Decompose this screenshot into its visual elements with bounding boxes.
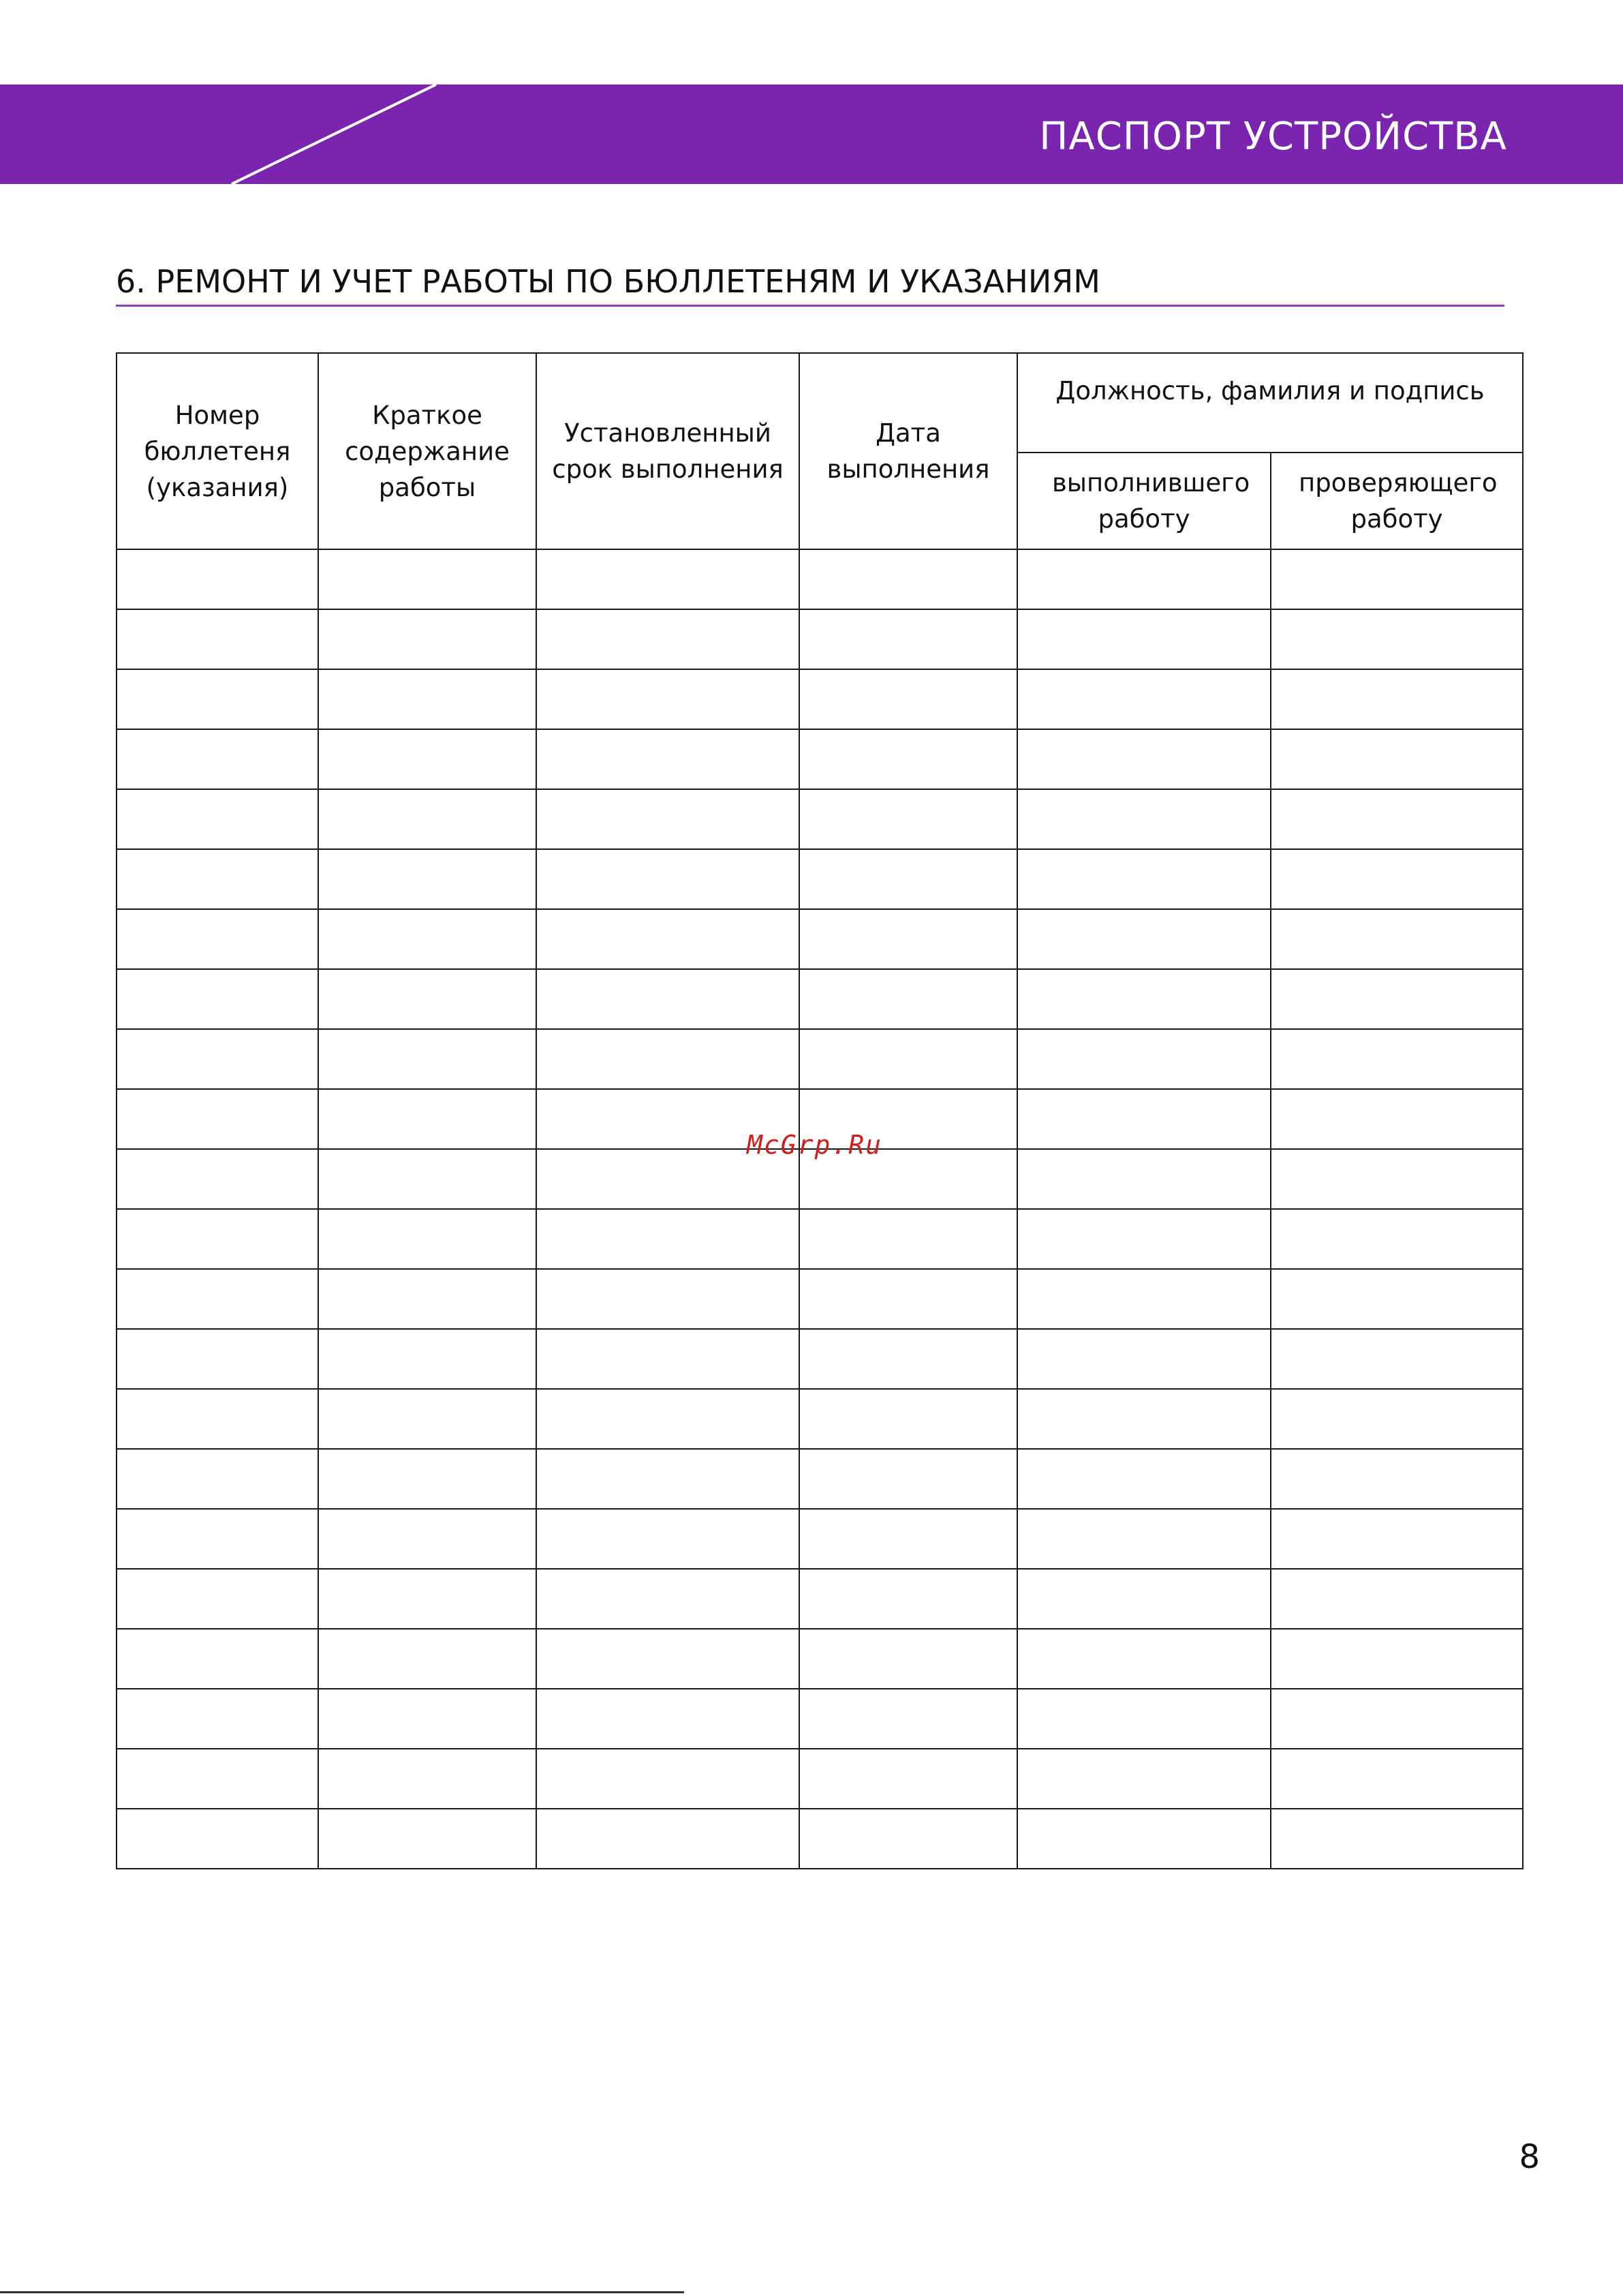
cell-inspector[interactable]	[1271, 969, 1523, 1029]
cell-completion-date[interactable]	[799, 669, 1017, 729]
cell-performer[interactable]	[1017, 1269, 1271, 1329]
cell-completion-date[interactable]	[799, 1809, 1017, 1869]
cell-summary[interactable]	[318, 1149, 536, 1209]
cell-bulletin-number[interactable]	[117, 1689, 318, 1749]
cell-bulletin-number[interactable]	[117, 1809, 318, 1869]
cell-summary[interactable]	[318, 1449, 536, 1509]
table-row	[117, 1509, 1523, 1569]
cell-summary[interactable]	[318, 729, 536, 789]
cell-deadline[interactable]	[536, 1029, 799, 1089]
cell-bulletin-number[interactable]	[117, 1509, 318, 1569]
cell-deadline[interactable]	[536, 1329, 799, 1389]
cell-deadline[interactable]	[536, 1689, 799, 1749]
column-header-summary	[318, 353, 536, 549]
cell-bulletin-number[interactable]	[117, 909, 318, 969]
cell-inspector[interactable]	[1271, 789, 1523, 849]
cell-bulletin-number[interactable]	[117, 669, 318, 729]
watermark: McGrp.Ru	[747, 1130, 883, 1160]
cell-completion-date[interactable]	[799, 1749, 1017, 1809]
table-row	[117, 549, 1523, 609]
cell-performer[interactable]	[1017, 1749, 1271, 1809]
table-row	[117, 1269, 1523, 1329]
cell-bulletin-number[interactable]	[117, 1089, 318, 1149]
cell-deadline[interactable]	[536, 1629, 799, 1689]
cell-summary[interactable]	[318, 1509, 536, 1569]
cell-bulletin-number[interactable]	[117, 849, 318, 909]
cell-summary[interactable]	[318, 1749, 536, 1809]
cell-bulletin-number[interactable]	[117, 1149, 318, 1209]
table-row	[117, 789, 1523, 849]
section-title: 6. РЕМОНТ И УЧЕТ РАБОТЫ ПО БЮЛЛЕТЕНЯМ И УКАЗАНИЯМ	[116, 263, 1100, 300]
cell-inspector[interactable]	[1271, 1329, 1523, 1389]
cell-performer[interactable]	[1017, 1329, 1271, 1389]
cell-deadline[interactable]	[536, 789, 799, 849]
table-row	[117, 1809, 1523, 1869]
cell-summary[interactable]	[318, 1809, 536, 1869]
cell-deadline[interactable]	[536, 609, 799, 669]
cell-summary[interactable]	[318, 969, 536, 1029]
cell-completion-date[interactable]	[799, 1629, 1017, 1689]
table-row	[117, 1629, 1523, 1689]
cell-bulletin-number[interactable]	[117, 549, 318, 609]
cell-deadline[interactable]	[536, 1809, 799, 1869]
cell-summary[interactable]	[318, 1389, 536, 1449]
cell-performer[interactable]	[1017, 1149, 1271, 1209]
cell-performer[interactable]	[1017, 849, 1271, 909]
cell-performer[interactable]	[1017, 609, 1271, 669]
cell-deadline[interactable]	[536, 549, 799, 609]
cell-deadline[interactable]	[536, 909, 799, 969]
cell-performer[interactable]	[1017, 969, 1271, 1029]
document-title: ПАСПОРТ УСТРОЙСТВА	[1039, 114, 1507, 159]
cell-bulletin-number[interactable]	[117, 729, 318, 789]
column-header-performer	[1017, 453, 1271, 549]
cell-inspector[interactable]	[1271, 729, 1523, 789]
cell-performer[interactable]	[1017, 1449, 1271, 1509]
cell-performer[interactable]	[1017, 1809, 1271, 1869]
cell-inspector[interactable]	[1271, 609, 1523, 669]
column-header-bulletin-number	[117, 353, 318, 549]
table-row	[117, 1749, 1523, 1809]
cell-completion-date[interactable]	[799, 1209, 1017, 1269]
column-header-summary-text: Краткое содержание работы	[345, 400, 510, 502]
cell-inspector[interactable]	[1271, 669, 1523, 729]
cell-inspector[interactable]	[1271, 549, 1523, 609]
cell-bulletin-number[interactable]	[117, 1629, 318, 1689]
cell-inspector[interactable]	[1271, 1689, 1523, 1749]
cell-completion-date[interactable]	[799, 1569, 1017, 1629]
cell-completion-date[interactable]	[799, 1689, 1017, 1749]
cell-inspector[interactable]	[1271, 1269, 1523, 1329]
cell-completion-date[interactable]	[799, 909, 1017, 969]
cell-inspector[interactable]	[1271, 1149, 1523, 1209]
table-row	[117, 1389, 1523, 1449]
table-row	[117, 609, 1523, 669]
cell-bulletin-number[interactable]	[117, 1449, 318, 1509]
page-number: 8	[1519, 2138, 1540, 2176]
cell-inspector[interactable]	[1271, 1029, 1523, 1089]
cell-summary[interactable]	[318, 1569, 536, 1629]
cell-bulletin-number[interactable]	[117, 1569, 318, 1629]
cell-performer[interactable]	[1017, 549, 1271, 609]
column-header-completion-date	[799, 353, 1017, 549]
cell-summary[interactable]	[318, 549, 536, 609]
cell-deadline[interactable]	[536, 669, 799, 729]
cell-performer[interactable]	[1017, 1569, 1271, 1629]
cell-performer[interactable]	[1017, 729, 1271, 789]
cell-summary[interactable]	[318, 1029, 536, 1089]
cell-deadline[interactable]	[536, 849, 799, 909]
cell-bulletin-number[interactable]	[117, 1209, 318, 1269]
cell-deadline[interactable]	[536, 1389, 799, 1449]
cell-completion-date[interactable]	[799, 849, 1017, 909]
cell-deadline[interactable]	[536, 1209, 799, 1269]
cell-inspector[interactable]	[1271, 1569, 1523, 1629]
cell-performer[interactable]	[1017, 669, 1271, 729]
cell-inspector[interactable]	[1271, 849, 1523, 909]
cell-summary[interactable]	[318, 1089, 536, 1149]
cell-completion-date[interactable]	[799, 1449, 1017, 1509]
column-header-inspector-text: проверяющего работу	[1299, 468, 1498, 534]
column-header-signature-group	[1017, 353, 1523, 453]
cell-completion-date[interactable]	[799, 1269, 1017, 1329]
cell-inspector[interactable]	[1271, 1509, 1523, 1569]
column-header-deadline	[536, 353, 799, 549]
cell-completion-date[interactable]	[799, 549, 1017, 609]
cell-performer[interactable]	[1017, 1509, 1271, 1569]
cell-completion-date[interactable]	[799, 1389, 1017, 1449]
table-row	[117, 1449, 1523, 1509]
table-row	[117, 1689, 1523, 1749]
footer-rule	[0, 2291, 684, 2293]
cell-performer[interactable]	[1017, 1389, 1271, 1449]
cell-deadline[interactable]	[536, 1509, 799, 1569]
cell-completion-date[interactable]	[799, 969, 1017, 1029]
cell-completion-date[interactable]	[799, 1509, 1017, 1569]
cell-deadline[interactable]	[536, 729, 799, 789]
cell-summary[interactable]	[318, 1269, 536, 1329]
table-row	[117, 669, 1523, 729]
cell-inspector[interactable]	[1271, 909, 1523, 969]
cell-deadline[interactable]	[536, 1569, 799, 1629]
cell-performer[interactable]	[1017, 1209, 1271, 1269]
cell-bulletin-number[interactable]	[117, 1269, 318, 1329]
cell-deadline[interactable]	[536, 1269, 799, 1329]
cell-completion-date[interactable]	[799, 609, 1017, 669]
table-row	[117, 849, 1523, 909]
cell-bulletin-number[interactable]	[117, 1749, 318, 1809]
section-underline	[116, 305, 1504, 307]
cell-bulletin-number[interactable]	[117, 969, 318, 1029]
cell-summary[interactable]	[318, 609, 536, 669]
column-header-bulletin-number-text: Номер бюллетеня (указания)	[144, 400, 291, 502]
cell-bulletin-number[interactable]	[117, 1029, 318, 1089]
cell-inspector[interactable]	[1271, 1089, 1523, 1149]
cell-inspector[interactable]	[1271, 1629, 1523, 1689]
table-row	[117, 729, 1523, 789]
cell-deadline[interactable]	[536, 969, 799, 1029]
cell-performer[interactable]	[1017, 1089, 1271, 1149]
column-header-performer-text: выполнившего работу	[1052, 468, 1250, 534]
column-header-completion-date-text: Дата выполнения	[826, 418, 990, 484]
cell-completion-date[interactable]	[799, 1329, 1017, 1389]
cell-completion-date[interactable]	[799, 789, 1017, 849]
table-row	[117, 909, 1523, 969]
column-header-signature-group-text: Должность, фамилия и подпись	[1055, 376, 1485, 405]
table-row	[117, 1209, 1523, 1269]
table-body	[117, 549, 1523, 1869]
cell-inspector[interactable]	[1271, 1209, 1523, 1269]
cell-bulletin-number[interactable]	[117, 1389, 318, 1449]
cell-performer[interactable]	[1017, 1689, 1271, 1749]
cell-summary[interactable]	[318, 669, 536, 729]
cell-summary[interactable]	[318, 1329, 536, 1389]
cell-inspector[interactable]	[1271, 1809, 1523, 1869]
cell-summary[interactable]	[318, 1629, 536, 1689]
cell-performer[interactable]	[1017, 1629, 1271, 1689]
cell-inspector[interactable]	[1271, 1449, 1523, 1509]
cell-bulletin-number[interactable]	[117, 789, 318, 849]
table-row	[117, 1569, 1523, 1629]
cell-bulletin-number[interactable]	[117, 1329, 318, 1389]
cell-completion-date[interactable]	[799, 1029, 1017, 1089]
cell-performer[interactable]	[1017, 1029, 1271, 1089]
bulletin-work-table	[116, 352, 1524, 1869]
cell-completion-date[interactable]	[799, 729, 1017, 789]
cell-performer[interactable]	[1017, 909, 1271, 969]
column-header-deadline-text: Установленный срок выполнения	[552, 418, 784, 484]
table-row	[117, 969, 1523, 1029]
cell-deadline[interactable]	[536, 1449, 799, 1509]
header-banner	[0, 85, 1623, 184]
cell-performer[interactable]	[1017, 789, 1271, 849]
cell-summary[interactable]	[318, 789, 536, 849]
cell-summary[interactable]	[318, 1689, 536, 1749]
table-row	[117, 1329, 1523, 1389]
cell-summary[interactable]	[318, 849, 536, 909]
cell-deadline[interactable]	[536, 1749, 799, 1809]
cell-bulletin-number[interactable]	[117, 609, 318, 669]
cell-summary[interactable]	[318, 1209, 536, 1269]
column-header-inspector	[1271, 453, 1523, 549]
cell-summary[interactable]	[318, 909, 536, 969]
table-row	[117, 1029, 1523, 1089]
cell-inspector[interactable]	[1271, 1389, 1523, 1449]
cell-inspector[interactable]	[1271, 1749, 1523, 1809]
